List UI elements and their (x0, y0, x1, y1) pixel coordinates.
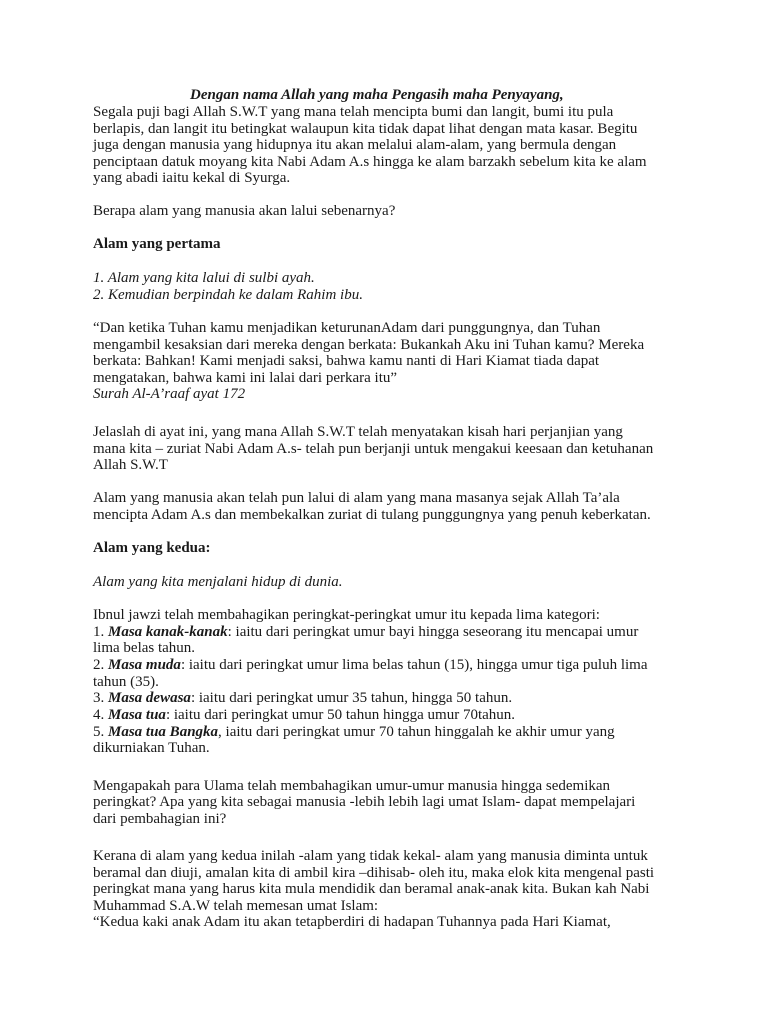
category-rest: , iaitu dari peringkat umur 70 tahun hinggalah ke akhir umur yang (218, 724, 615, 740)
category-num: 1. (93, 624, 108, 640)
category-item-4 (93, 707, 515, 724)
kerana-line-3: peringkat mana yang harus kita mula mendidik dan beramal anak-anak kita. Bukan kah Nabi (93, 881, 650, 897)
jelas-line-1: Jelaslah di ayat ini, yang mana Allah S.W.T telah menyatakan kisah hari perjanjian yang (93, 424, 623, 440)
quote1-line-2: mengambil kesaksian dari mereka dengan berkata: Bukankah Aku ini Tuhan kamu? Mereka (93, 337, 645, 353)
kerana-line-2: beramal dan diuji, amalan kita di ambil kira –dihisab- oleh itu, maka elok kita mengenal pasti (93, 865, 655, 881)
jelas-line-2: mana kita – zuriat Nabi Adam A.s- telah pun berjanji untuk mengakui keesaan dan ketuhanan (93, 441, 654, 457)
heading-alam-pertama: Alam yang pertama (93, 236, 221, 252)
category-term: Masa tua Bangka (108, 724, 219, 740)
kerana-line-4: Muhammad S.A.W telah memesan umat Islam: (93, 898, 379, 914)
category-item-3 (93, 690, 512, 707)
intro-line-2: berlapis, dan langit itu betingkat walaupun kita tidak dapat lihat dengan mata kasar. Begitu (93, 121, 638, 137)
category-item-5 (93, 724, 615, 741)
category-rest: : iaitu dari peringkat umur lima belas tahun (15), hingga umur tiga puluh lima (180, 657, 648, 673)
list-item-1: 1. Alam yang kita lalui di sulbi ayah. (93, 270, 315, 286)
category-item-2 (93, 657, 648, 674)
category-rest: : iaitu dari peringkat umur 35 tahun, hingga 50 tahun. (190, 690, 513, 706)
alam-line-2: mencipta Adam A.s dan membekalkan zuriat di tulang punggungnya yang penuh keberkatan. (93, 507, 651, 523)
ibnul-intro: Ibnul jawzi telah membahagikan peringkat-peringkat umur itu kepada lima kategori: (93, 607, 600, 623)
kedua-description: Alam yang kita menjalani hidup di dunia. (93, 574, 343, 590)
category-num: 4. (93, 707, 108, 723)
mengapa-line-1: Mengapakah para Ulama telah membahagikan umur-umur manusia hingga sedemikan (93, 778, 611, 794)
intro-line-5: yang abadi iaitu kekal di Syurga. (93, 170, 291, 186)
category-item-1 (93, 624, 638, 641)
document-title: Dengan nama Allah yang maha Pengasih maha Penyayang, (190, 87, 564, 103)
category-term: Masa muda (108, 657, 181, 673)
category-rest: : iaitu dari peringkat umur bayi hingga seseorang itu mencapai umur (227, 624, 639, 640)
heading-alam-kedua: Alam yang kedua: (93, 540, 211, 556)
quote1-line-3: berkata: Bahkan! Kami menjadi saksi, bahwa kamu nanti di Hari Kiamat tiada dapat (93, 353, 600, 369)
category-term: Masa dewasa (108, 690, 191, 706)
category-rest: : iaitu dari peringkat umur 50 tahun hingga umur 70tahun. (165, 707, 516, 723)
category-num: 2. (93, 657, 108, 673)
intro-line-3: juga dengan manusia yang hidupnya itu akan melalui alam-alam, yang bermula dengan (93, 137, 617, 153)
category-item-1-cont: lima belas tahun. (93, 640, 196, 656)
category-num: 3. (93, 690, 108, 706)
intro-line-1: Segala puji bagi Allah S.W.T yang mana telah mencipta bumi dan langit, bumi itu pula (93, 104, 614, 120)
quote1-line-1: “Dan ketika Tuhan kamu menjadikan keturunanAdam dari punggungnya, dan Tuhan (93, 320, 601, 336)
category-item-2-cont: tahun (35). (93, 674, 159, 690)
quote2-line: “Kedua kaki anak Adam itu akan tetapberdiri di hadapan Tuhannya pada Hari Kiamat, (93, 914, 611, 930)
question-line: Berapa alam yang manusia akan lalui sebenarnya? (93, 203, 396, 219)
category-item-5-cont: dikurniakan Tuhan. (93, 740, 210, 756)
mengapa-line-2: peringkat? Apa yang kita sebagai manusia -lebih lebih lagi umat Islam- dapat mempelajari (93, 794, 636, 810)
kerana-line-1: Kerana di alam yang kedua inilah -alam yang tidak kekal- alam yang manusia diminta untuk (93, 848, 648, 864)
category-term: Masa kanak-kanak (108, 624, 228, 640)
category-num: 5. (93, 724, 108, 740)
alam-line-1: Alam yang manusia akan telah pun lalui di alam yang mana masanya sejak Allah Ta’ala (93, 490, 620, 506)
quote1-line-4: mengatakan, bahwa kami ini lalai dari perkara itu” (93, 370, 398, 386)
quote1-source: Surah Al-A’raaf ayat 172 (93, 386, 246, 402)
intro-line-4: penciptaan datuk moyang kita Nabi Adam A.s hingga ke alam barzakh sebelum kita ke alam (93, 154, 647, 170)
jelas-line-3: Allah S.W.T (93, 457, 168, 473)
list-item-2: 2. Kemudian berpindah ke dalam Rahim ibu. (93, 287, 363, 303)
category-term: Masa tua (108, 707, 166, 723)
mengapa-line-3: dari pembahagian ini? (93, 811, 227, 827)
